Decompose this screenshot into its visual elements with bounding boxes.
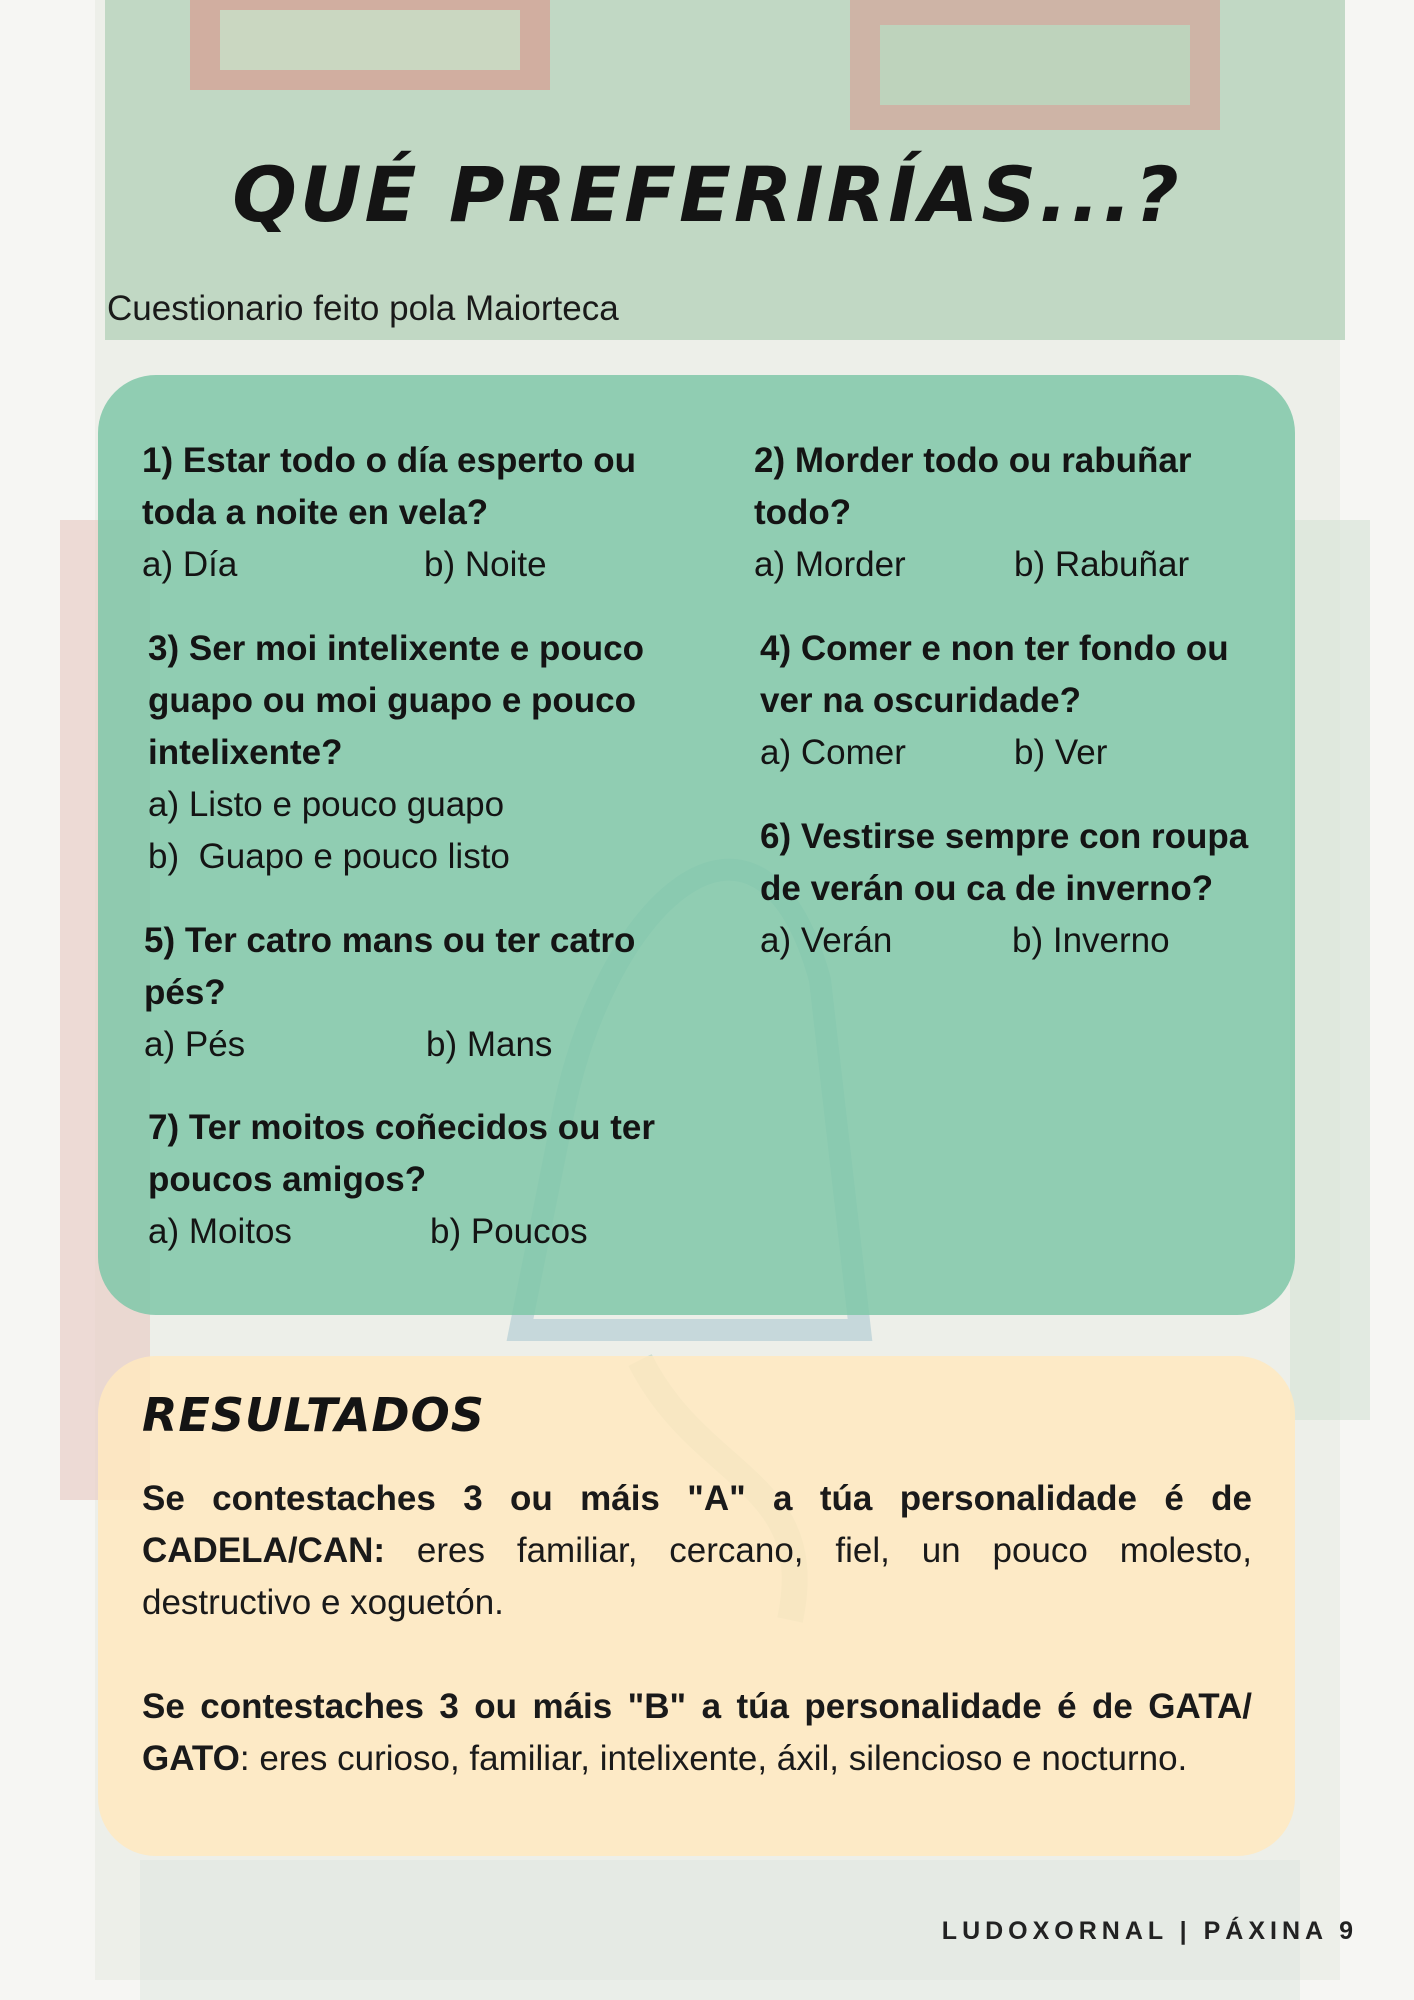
page-title: QUÉ PREFERIRÍAS...? [232,150,1182,239]
question-5 [144,915,664,1071]
question-text: 2) Morder todo ou rabuñar todo? [754,441,1192,532]
answer-row [760,727,1260,779]
result-a-description: eres familiar, cercano, fiel, un pouco molesto, destructivo e xoguetón. [142,1531,1252,1622]
question-2 [754,435,1254,591]
answer-row [148,1206,668,1258]
question-text: 3) Ser moi intelixente e pouco guapo ou moi guapo e pouco intelixente? [148,629,644,772]
question-4 [760,623,1260,779]
option-a: a) Verán [760,921,893,960]
option-b: b) Guapo e pouco listo [148,837,510,876]
question-text: 5) Ter catro mans ou ter catro pés? [144,921,636,1012]
option-a: a) Día [142,545,238,584]
option-b: b) Noite [424,545,547,584]
option-b: b) Poucos [430,1212,588,1251]
question-3 [148,623,668,883]
results-panel [98,1356,1295,1856]
option-b: b) Ver [1014,733,1108,772]
result-a [142,1473,1252,1629]
page-subtitle: Cuestionario feito pola Maiorteca [107,289,619,328]
result-b-description: : eres curioso, familiar, intelixente, áxil, silencioso e nocturno. [239,1739,1188,1778]
option-a: a) Pés [144,1025,246,1064]
option-a: a) Listo e pouco guapo [148,785,505,824]
page-footer: LUDOXORNAL | PÁXINA 9 [941,1917,1358,1945]
option-b: b) Rabuñar [1014,545,1190,584]
question-text: 7) Ter moitos coñecidos ou ter poucos amigos? [148,1108,655,1199]
option-a: a) Comer [760,733,906,772]
result-b [142,1681,1252,1785]
answer-row [144,1019,664,1071]
answer-row [760,915,1260,967]
question-text: 6) Vestirse sempre con roupa de verán ou ca de inverno? [760,817,1249,908]
answer-row [142,539,662,591]
option-b: b) Inverno [1012,921,1170,960]
option-a: a) Moitos [148,1212,292,1251]
question-text: 4) Comer e non ter fondo ou ver na oscuridade? [760,629,1229,720]
result-a-lead: Se contestaches 3 ou máis "A" a túa personalidade é de CADELA/CAN: [142,1479,1252,1570]
question-1 [142,435,662,591]
result-b-lead: Se contestaches 3 ou máis "B" a túa personalidade é de GATA/ GATO [142,1687,1252,1778]
option-b: b) Mans [426,1025,553,1064]
question-7 [148,1102,668,1258]
quiz-panel [98,375,1295,1315]
question-6 [760,811,1260,967]
results-heading: RESULTADOS [142,1388,485,1442]
option-a: a) Morder [754,545,906,584]
answer-row [754,539,1254,591]
question-text: 1) Estar todo o día esperto ou toda a noite en vela? [142,441,636,532]
